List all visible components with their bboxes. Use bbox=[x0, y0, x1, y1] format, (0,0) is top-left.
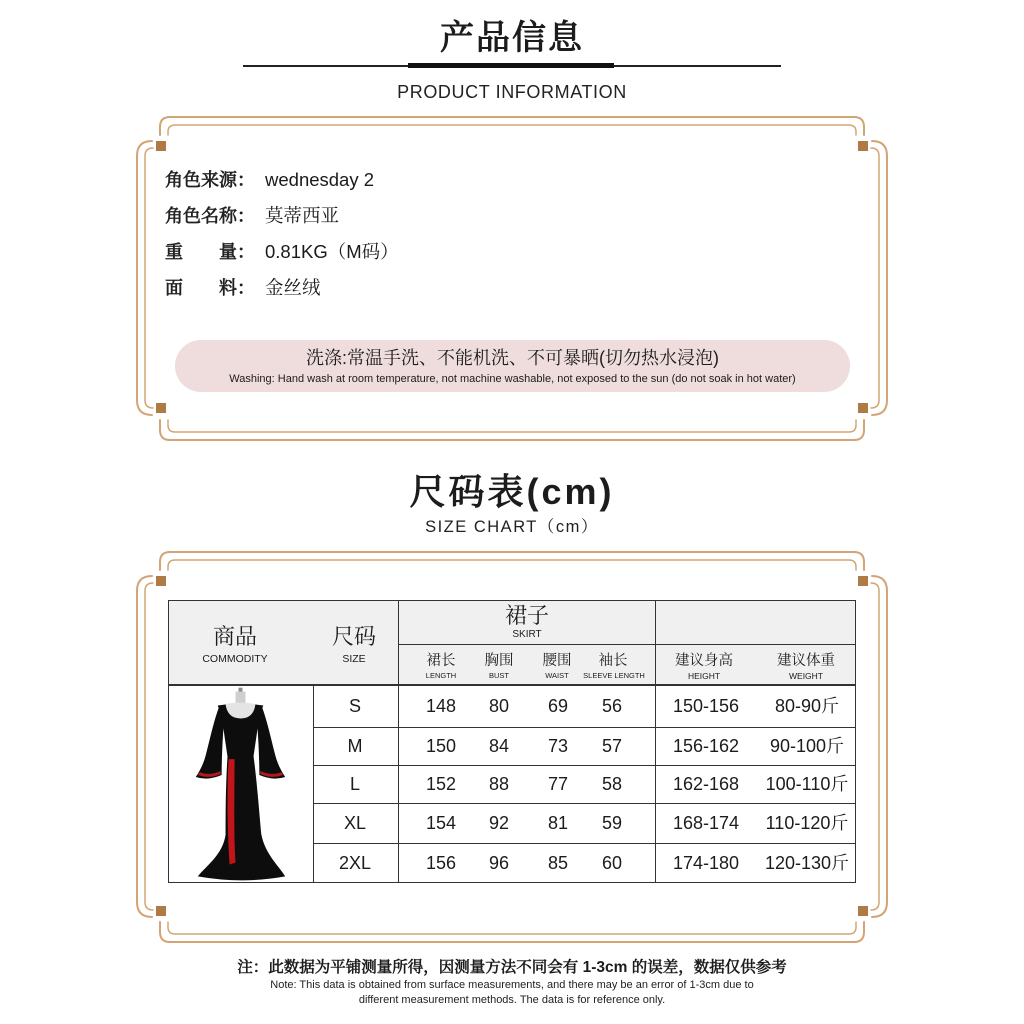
size-cell: XL bbox=[343, 813, 367, 833]
header-skirt-en: SKIRT bbox=[512, 629, 542, 640]
weight-cell: 90-100斤 bbox=[769, 736, 845, 756]
header-size: 尺码 bbox=[331, 624, 377, 649]
frame-right-inner-line bbox=[871, 148, 879, 408]
frame-corner-square bbox=[858, 141, 868, 151]
sleeve-cell: 58 bbox=[601, 774, 623, 794]
length-cell: 152 bbox=[425, 774, 457, 794]
frame-bottom-inner-line bbox=[168, 420, 856, 432]
field-value-fabric: 金丝绒 bbox=[265, 277, 321, 298]
header-bust-en: BUST bbox=[488, 671, 510, 680]
sleeve-cell: 59 bbox=[601, 813, 623, 833]
length-cell: 150 bbox=[425, 736, 457, 756]
table-row bbox=[0, 765, 1024, 803]
header-commodity: 商品 bbox=[212, 624, 258, 649]
table-grid-line bbox=[398, 644, 856, 646]
height-cell: 150-156 bbox=[672, 696, 740, 716]
header-waist: 腰围 bbox=[542, 653, 572, 669]
measurement-note-en-line1: Note: This data is obtained from surface measurements, and there may be an error of 1-3cm due to bbox=[270, 979, 754, 991]
weight-cell: 100-110斤 bbox=[765, 774, 849, 794]
frame-corner-square bbox=[858, 906, 868, 916]
bust-cell: 88 bbox=[488, 774, 510, 794]
height-cell: 156-162 bbox=[672, 736, 740, 756]
header-height: 建议身高 bbox=[675, 653, 733, 669]
frame-corner-square bbox=[156, 141, 166, 151]
header-sleeve-en: SLEEVE LENGTH bbox=[583, 671, 645, 680]
length-cell: 154 bbox=[425, 813, 457, 833]
frame-corner-square bbox=[156, 576, 166, 586]
bust-cell: 84 bbox=[488, 736, 510, 756]
table-row bbox=[0, 727, 1024, 765]
size-chart-subtitle: SIZE CHART（cm） bbox=[425, 518, 599, 536]
waist-cell: 77 bbox=[547, 774, 569, 794]
frame-left-inner-line bbox=[145, 148, 153, 408]
height-cell: 168-174 bbox=[672, 813, 740, 833]
size-cell: 2XL bbox=[338, 853, 372, 873]
frame-top-inner-line bbox=[168, 125, 856, 135]
bust-cell: 96 bbox=[488, 853, 510, 873]
header-length: 裙长 bbox=[426, 653, 456, 669]
field-label-character-source: 角色来源： bbox=[165, 170, 255, 190]
sleeve-cell: 60 bbox=[601, 853, 623, 873]
frame-corner-square bbox=[858, 403, 868, 413]
length-cell: 148 bbox=[425, 696, 457, 716]
sleeve-cell: 57 bbox=[601, 736, 623, 756]
length-cell: 156 bbox=[425, 853, 457, 873]
field-value-weight: 0.81KG（M码） bbox=[265, 241, 399, 262]
weight-cell: 80-90斤 bbox=[774, 696, 840, 716]
frame-top-outer-line bbox=[160, 117, 864, 135]
table-row bbox=[0, 803, 1024, 843]
waist-cell: 85 bbox=[547, 853, 569, 873]
frame-corner-square bbox=[156, 906, 166, 916]
header-length-en: LENGTH bbox=[425, 671, 457, 680]
frame-top-outer-line bbox=[160, 552, 864, 570]
field-label-weight: 重 量： bbox=[165, 242, 255, 262]
frame-right-outer-line bbox=[872, 141, 887, 415]
weight-cell: 110-120斤 bbox=[765, 813, 849, 833]
frame-bottom-outer-line bbox=[160, 420, 864, 440]
weight-cell: 120-130斤 bbox=[764, 853, 850, 873]
frame-top-inner-line bbox=[168, 560, 856, 570]
washing-instructions-en: Washing: Hand wash at room temperature, not machine washable, not exposed to the sun (do not soak in hot water) bbox=[229, 373, 796, 385]
waist-cell: 73 bbox=[547, 736, 569, 756]
field-value-character-name: 莫蒂西亚 bbox=[265, 205, 340, 226]
header-height-en: HEIGHT bbox=[687, 671, 721, 681]
washing-instructions-badge bbox=[175, 340, 850, 392]
field-value-character-source: wednesday 2 bbox=[265, 169, 375, 190]
title-divider-accent bbox=[408, 63, 614, 68]
frame-corner-square bbox=[858, 576, 868, 586]
washing-instructions-cn: 洗涤:常温手洗、不能机洗、不可暴晒(切勿热水浸泡) bbox=[306, 348, 719, 368]
field-label-character-name: 角色名称： bbox=[165, 206, 255, 226]
field-label-fabric: 面 料： bbox=[165, 278, 255, 298]
table-row bbox=[0, 843, 1024, 883]
waist-cell: 81 bbox=[547, 813, 569, 833]
height-cell: 174-180 bbox=[672, 853, 740, 873]
header-bust: 胸围 bbox=[484, 653, 514, 669]
frame-left-outer-line bbox=[137, 141, 152, 415]
bust-cell: 80 bbox=[488, 696, 510, 716]
size-cell: L bbox=[349, 774, 361, 794]
size-chart-title: 尺码表(cm) bbox=[409, 471, 615, 512]
size-cell: S bbox=[348, 696, 362, 716]
measurement-note-cn: 注：此数据为平铺测量所得，因测量方法不同会有 1-3cm 的误差，数据仅供参考 bbox=[237, 959, 787, 976]
measurement-note-en-line2: different measurement methods. The data is for reference only. bbox=[358, 994, 666, 1006]
header-size-en: SIZE bbox=[342, 653, 366, 665]
frame-bottom-outer-line bbox=[160, 922, 864, 942]
sleeve-cell: 56 bbox=[601, 696, 623, 716]
header-sleeve: 袖长 bbox=[598, 653, 628, 669]
table-row bbox=[0, 685, 1024, 727]
header-weight: 建议体重 bbox=[777, 653, 835, 669]
header-skirt: 裙子 bbox=[504, 603, 550, 628]
frame-corner-square bbox=[156, 403, 166, 413]
header-waist-en: WAIST bbox=[545, 671, 569, 680]
frame-bottom-inner-line bbox=[168, 922, 856, 934]
size-cell: M bbox=[347, 736, 363, 756]
header-weight-en: WEIGHT bbox=[789, 671, 823, 681]
height-cell: 162-168 bbox=[672, 774, 740, 794]
product-info-title: 产品信息 bbox=[440, 19, 584, 57]
bust-cell: 92 bbox=[488, 813, 510, 833]
product-info-subtitle: PRODUCT INFORMATION bbox=[397, 82, 627, 102]
waist-cell: 69 bbox=[547, 696, 569, 716]
header-commodity-en: COMMODITY bbox=[202, 653, 268, 665]
